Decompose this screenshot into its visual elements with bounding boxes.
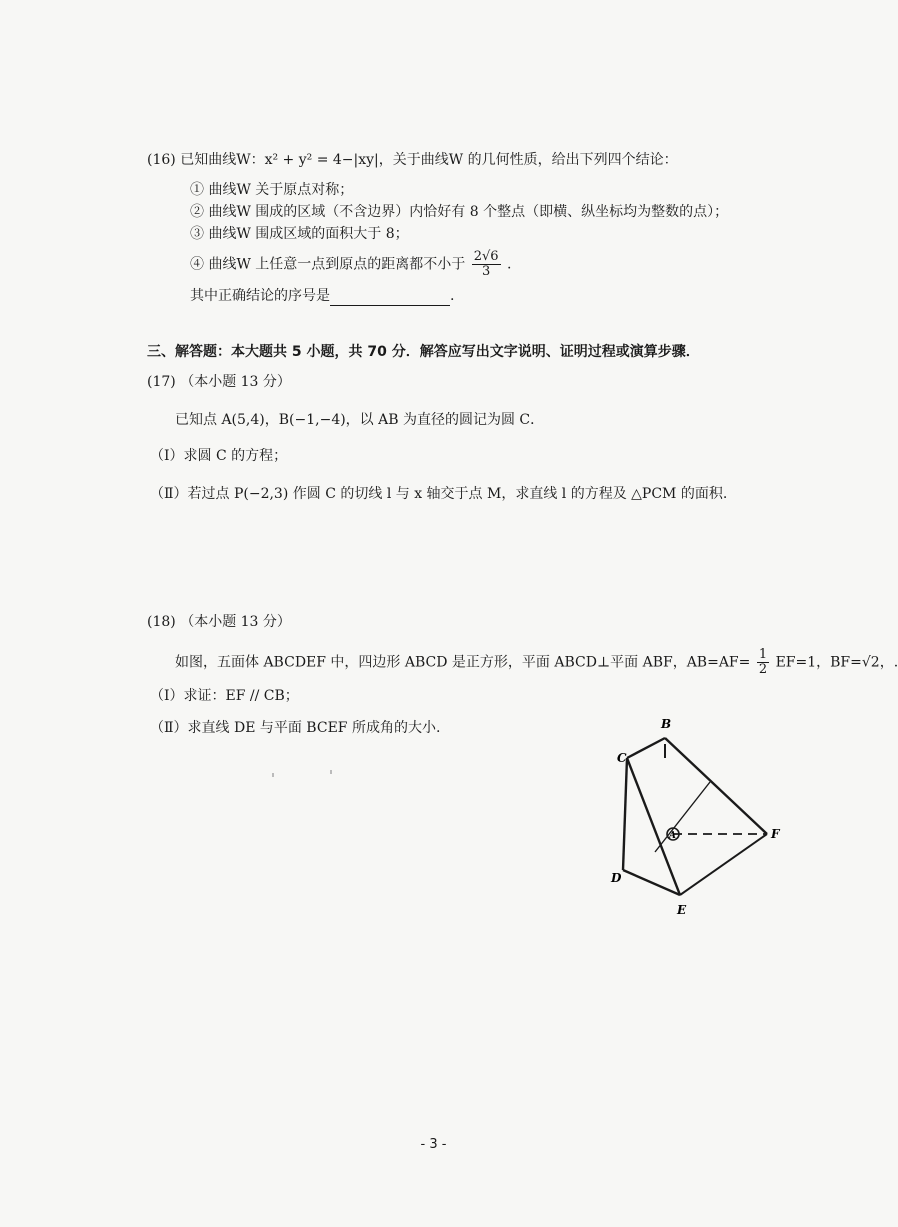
q16-conclusion-1: ① 曲线W 关于原点对称； — [190, 182, 354, 198]
q18-stem — [175, 648, 898, 677]
edge-BC — [627, 738, 665, 758]
q16-conclusion-2: ② 曲线W 围成的区域（不含边界）内恰好有 8 个整点（即横、纵坐标均为整数的点）； — [190, 204, 729, 220]
pentahedron-figure — [595, 710, 795, 925]
q17-stem: 已知点 A(5,4)，B(−1,−4)，以 AB 为直径的圆记为圆 C． — [175, 412, 545, 428]
page-number: - 3 - — [420, 1137, 447, 1152]
q18-head: (18) （本小题 13 分） — [147, 614, 291, 630]
q17-part-2: （Ⅱ）若过点 P(−2,3) 作圆 C 的切线 l 与 x 轴交于点 M，求直线 l 的方程及 △PCM 的面积. — [150, 486, 728, 502]
edge-CD — [623, 758, 627, 870]
q16-conclusion-4-text: ④ 曲线W 上任意一点到原点的距离都不小于 — [190, 256, 466, 273]
q17-head: (17) （本小题 13 分） — [147, 374, 291, 390]
q17-part-1: （Ⅰ）求圆 C 的方程； — [150, 448, 288, 464]
scan-artifact — [330, 770, 332, 774]
q16-conclusion-4 — [190, 250, 511, 279]
q18-part-1: （Ⅰ）求证：EF // CB； — [150, 688, 299, 704]
q16-conclusion-3: ③ 曲线W 围成区域的面积大于 8； — [190, 226, 409, 242]
q18-part-2: （Ⅱ）求直线 DE 与平面 BCEF 所成角的大小. — [150, 720, 441, 736]
edge-EF — [680, 834, 767, 895]
q18-fraction-numerator: 1 — [758, 647, 768, 662]
q16-intro: (16) 已知曲线W：x² + y² = 4−|xy|，关于曲线W 的几何性质，给出下列四个结论： — [147, 152, 678, 168]
q16-conclusion-4-end: . — [507, 256, 512, 273]
q16-fraction-numerator: 2√6 — [473, 249, 499, 264]
q18-fraction — [757, 648, 769, 677]
label-B: B — [661, 717, 672, 731]
q18-fraction-denominator: 2 — [758, 662, 768, 677]
scan-artifact — [272, 773, 274, 777]
q16-fraction — [472, 250, 501, 279]
q16-answer-prompt — [190, 286, 454, 306]
q18-stem-end: EF=1，BF=√2，. — [775, 654, 898, 671]
section-3-heading: 三、解答题：本大题共 5 小题，共 70 分．解答应写出文字说明、证明过程或演算步骤． — [147, 344, 700, 360]
label-F: F — [771, 827, 780, 841]
label-D: D — [611, 871, 622, 885]
label-C: C — [617, 751, 627, 765]
q16-prompt-text: 其中正确结论的序号是 — [190, 288, 330, 304]
q18-stem-text: 如图，五面体 ABCDEF 中，四边形 ABCD 是正方形，平面 ABCD⊥平面 ABF，AB=AF= — [175, 654, 751, 671]
q16-answer-blank[interactable] — [330, 291, 450, 306]
label-E: E — [677, 903, 687, 917]
label-A: A — [669, 831, 676, 841]
edge-AB-helper — [655, 782, 710, 852]
q16-fraction-denominator: 3 — [482, 264, 491, 279]
q16-prompt-end: . — [450, 288, 455, 304]
